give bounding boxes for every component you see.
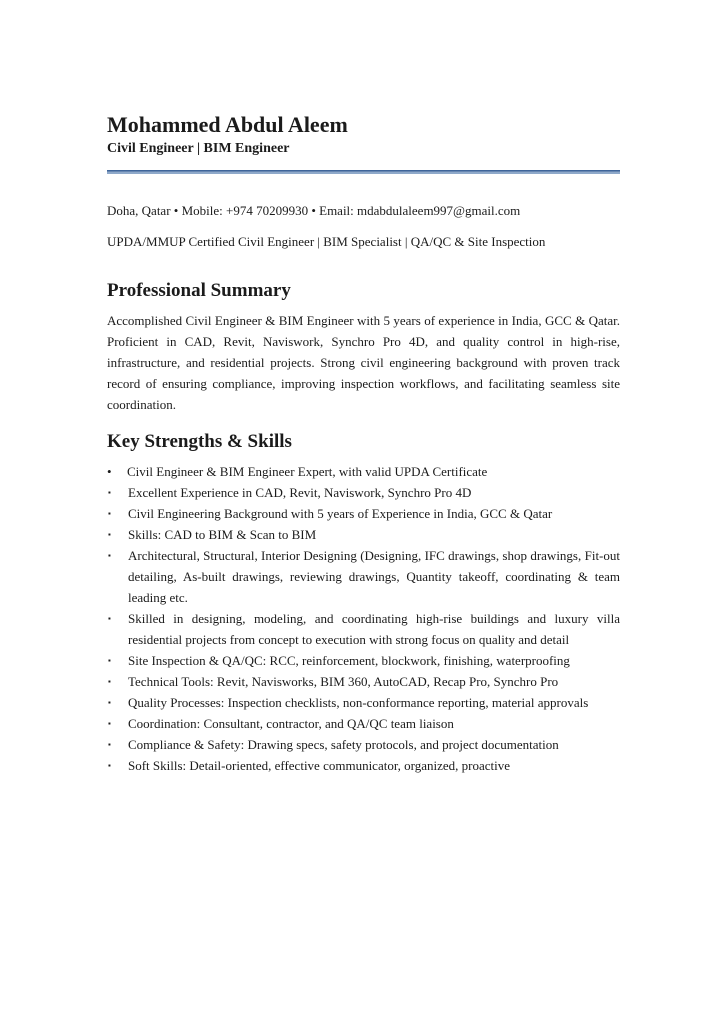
skill-item — [107, 545, 620, 608]
skill-item-text: Compliance & Safety: Drawing specs, safety protocols, and project documentation — [128, 736, 559, 752]
contact-line: Doha, Qatar • Mobile: +974 70209930 • Email: mdabdulaleem997@gmail.com — [107, 203, 521, 219]
bullet-icon: ▪ — [108, 613, 111, 623]
skills-list — [107, 461, 620, 776]
key-strengths-section — [107, 431, 620, 776]
bullet-icon: ▪ — [108, 529, 111, 539]
skill-item — [107, 734, 620, 755]
skill-item — [107, 713, 620, 734]
skill-item-text: Civil Engineer & BIM Engineer Expert, with valid UPDA Certificate — [127, 463, 488, 479]
skill-item — [107, 461, 620, 482]
professional-summary-section — [107, 280, 620, 415]
skill-item-text: Coordination: Consultant, contractor, and QA/QC team liaison — [128, 715, 454, 731]
skill-item-text: Skilled in designing, modeling, and coordinating high-rise buildings and luxury villa residential projects from concept to execution with strong focus on quality and detail — [128, 610, 620, 647]
summary-heading: Professional Summary — [107, 280, 291, 302]
bullet-icon: ▪ — [108, 760, 111, 770]
skill-item — [107, 608, 620, 650]
skill-item — [107, 503, 620, 524]
skill-item — [107, 650, 620, 671]
skill-item-text: Civil Engineering Background with 5 years of Experience in India, GCC & Qatar — [128, 505, 553, 521]
bullet-icon: ▪ — [108, 550, 111, 560]
certification-line: UPDA/MMUP Certified Civil Engineer | BIM Specialist | QA/QC & Site Inspection — [107, 234, 546, 250]
contact-block — [107, 200, 620, 252]
summary-paragraph: Accomplished Civil Engineer & BIM Engineer with 5 years of experience in India, GCC & Qatar. Proficient in CAD, Revit, Naviswork, Synchro Pro 4D, and quality control in high-rise, infrastructure, and residential projects. Strong civil engineering background with proven track record of ensuring compliance, improving inspection workflows, and facilitating seamless site coordination. — [107, 313, 620, 413]
header-divider-rule — [107, 170, 620, 174]
bullet-icon: • — [107, 463, 112, 479]
skill-item — [107, 692, 620, 713]
bullet-icon: ▪ — [108, 739, 111, 749]
skill-item-text: Technical Tools: Revit, Navisworks, BIM 360, AutoCAD, Recap Pro, Synchro Pro — [128, 673, 559, 689]
skills-heading: Key Strengths & Skills — [107, 431, 292, 453]
skill-item-text: Quality Processes: Inspection checklists, non-conformance reporting, material approvals — [128, 694, 589, 710]
skill-item — [107, 482, 620, 503]
skill-item-text: Soft Skills: Detail-oriented, effective communicator, organized, proactive — [128, 757, 511, 773]
skill-item-text: Skills: CAD to BIM & Scan to BIM — [128, 526, 317, 542]
bullet-icon: ▪ — [108, 508, 111, 518]
skill-item — [107, 671, 620, 692]
bullet-icon: ▪ — [108, 487, 111, 497]
skill-item-text: Architectural, Structural, Interior Designing (Designing, IFC drawings, shop drawings, Fit-out detailing, As-built drawings, reviewing drawings, Quantity takeoff, coordinating & team leading etc. — [128, 547, 620, 605]
skill-item — [107, 755, 620, 776]
person-job-title: Civil Engineer | BIM Engineer — [107, 141, 290, 157]
bullet-icon: ▪ — [108, 655, 111, 665]
bullet-icon: ▪ — [108, 697, 111, 707]
bullet-icon: ▪ — [108, 676, 111, 686]
bullet-icon: ▪ — [108, 718, 111, 728]
skill-item-text: Site Inspection & QA/QC: RCC, reinforcement, blockwork, finishing, waterproofing — [128, 652, 570, 668]
skill-item-text: Excellent Experience in CAD, Revit, Naviswork, Synchro Pro 4D — [128, 484, 472, 500]
skill-item — [107, 524, 620, 545]
person-name: Mohammed Abdul Aleem — [107, 112, 348, 137]
